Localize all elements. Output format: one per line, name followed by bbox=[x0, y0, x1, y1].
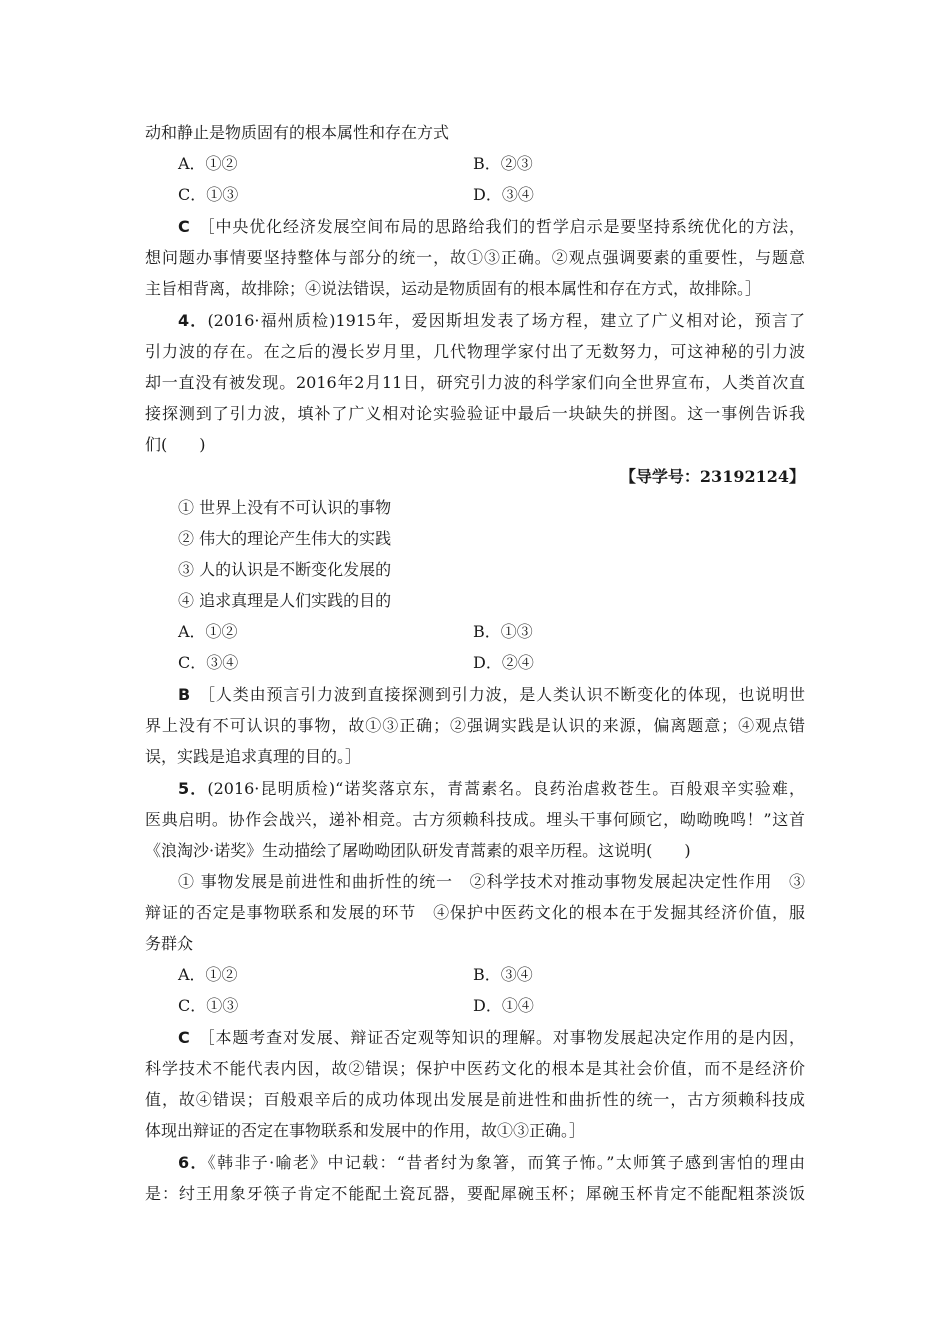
q3-answer-letter: C bbox=[178, 217, 190, 236]
q4-stem-line-1: 4．(2016·福州质检)1915年，爱因斯坦发表了场方程，建立了广义相对论，预言了 bbox=[178, 311, 805, 330]
q5-items-line-3: 务群众 bbox=[145, 934, 194, 953]
q4-explanation-line-1: B ［人类由预言引力波到直接探测到引力波，是人类认识不断变化的体现，也说明世 bbox=[178, 685, 805, 704]
q4-stem-line-5: 们( ) bbox=[145, 435, 206, 454]
q4-item-1: ① 世界上没有不可认识的事物 bbox=[178, 498, 392, 517]
q5-explanation-line-3: 值，故④错误；百般艰辛后的成功体现出发展是前进性和曲折性的统一，古方须赖科技成 bbox=[145, 1090, 805, 1109]
q3-explanation-line-3: 主旨相背离，故排除；④说法错误，运动是物质固有的根本属性和存在方式，故排除。］ bbox=[145, 279, 762, 298]
q4-option-c: C．③④ bbox=[178, 653, 239, 672]
q6-number: 6． bbox=[178, 1153, 208, 1172]
q4-item-3: ③ 人的认识是不断变化发展的 bbox=[178, 560, 392, 579]
q5-option-c: C．①③ bbox=[178, 996, 239, 1015]
q4-stem-line-4: 接探测到了引力波，填补了广义相对论实验验证中最后一块缺失的拼图。这一事例告诉我 bbox=[145, 404, 805, 423]
q4-item-2: ② 伟大的理论产生伟大的实践 bbox=[178, 529, 392, 548]
q3-explanation-line-1: C ［中央优化经济发展空间布局的思路给我们的哲学启示是要坚持系统优化的方法， bbox=[178, 217, 805, 236]
q4-number: 4． bbox=[178, 311, 208, 330]
q4-stem-line-3: 却一直没有被发现。2016年2月11日，研究引力波的科学家们向全世界宣布，人类首次直 bbox=[145, 373, 805, 392]
q5-option-b: B．③④ bbox=[473, 965, 533, 984]
q5-option-a: A．①② bbox=[178, 965, 238, 984]
q5-explanation-line-1: C ［本题考查对发展、辩证否定观等知识的理解。对事物发展起决定作用的是内因， bbox=[178, 1028, 805, 1047]
q5-stem-line-1: 5．(2016·昆明质检)“诺奖落京东，青蒿素名。良药治虐救苍生。百般艰辛实验难， bbox=[178, 779, 805, 798]
q5-number: 5． bbox=[178, 779, 208, 798]
q5-answer-letter: C bbox=[178, 1028, 190, 1047]
q3-stem-tail: 动和静止是物质固有的根本属性和存在方式 bbox=[145, 123, 450, 142]
q5-items-line-1: ① 事物发展是前进性和曲折性的统一 ②科学技术对推动事物发展起决定性作用 ③ bbox=[178, 872, 805, 891]
q5-stem-line-3: 《浪淘沙·诺奖》生动描绘了屠呦呦团队研发青蒿素的艰辛历程。这说明( ) bbox=[145, 841, 691, 860]
q4-option-d: D．②④ bbox=[473, 653, 534, 672]
q4-stem-line-2: 引力波的存在。在之后的漫长岁月里，几代物理学家付出了无数努力，可这神秘的引力波 bbox=[145, 342, 805, 361]
q6-stem-line-1: 6．《韩非子·喻老》中记载：“昔者纣为象箸，而箕子怖。”太师箕子感到害怕的理由 bbox=[178, 1153, 805, 1172]
q5-stem-line-2: 医典启明。协作会战兴，递补相竞。古方须赖科技成。埋头干事何顾它，呦呦晚鸣！”这首 bbox=[145, 810, 805, 829]
q3-explanation-line-2: 想问题办事情要坚持整体与部分的统一，故①③正确。②观点强调要素的重要性，与题意 bbox=[145, 248, 805, 267]
q4-explanation-line-3: 误，实践是追求真理的目的。］ bbox=[145, 747, 362, 766]
q6-stem-line-2: 是：纣王用象牙筷子肯定不能配土瓷瓦器，要配犀碗玉杯；犀碗玉杯肯定不能配粗茶淡饭 bbox=[145, 1184, 805, 1203]
q3-option-a: A．①② bbox=[178, 154, 238, 173]
q4-guide-number: 【导学号：23192124】 bbox=[619, 467, 805, 486]
q4-answer-letter: B bbox=[178, 685, 191, 704]
q3-option-d: D．③④ bbox=[473, 185, 534, 204]
q5-explanation-line-2: 科学技术不能代表内因，故②错误；保护中医药文化的根本是其社会价值，而不是经济价 bbox=[145, 1059, 805, 1078]
q4-option-b: B．①③ bbox=[473, 622, 533, 641]
q3-option-b: B．②③ bbox=[473, 154, 533, 173]
q3-option-c: C．①③ bbox=[178, 185, 239, 204]
q5-explanation-line-4: 体现出辩证的否定在事物联系和发展中的作用，故①③正确。］ bbox=[145, 1121, 586, 1140]
q4-explanation-line-2: 界上没有不可认识的事物，故①③正确；②强调实践是认识的来源，偏离题意；④观点错 bbox=[145, 716, 805, 735]
q4-option-a: A．①② bbox=[178, 622, 238, 641]
q5-items-line-2: 辩证的否定是事物联系和发展的环节 ④保护中医药文化的根本在于发掘其经济价值，服 bbox=[145, 903, 805, 922]
q5-option-d: D．①④ bbox=[473, 996, 534, 1015]
q4-item-4: ④ 追求真理是人们实践的目的 bbox=[178, 591, 392, 610]
